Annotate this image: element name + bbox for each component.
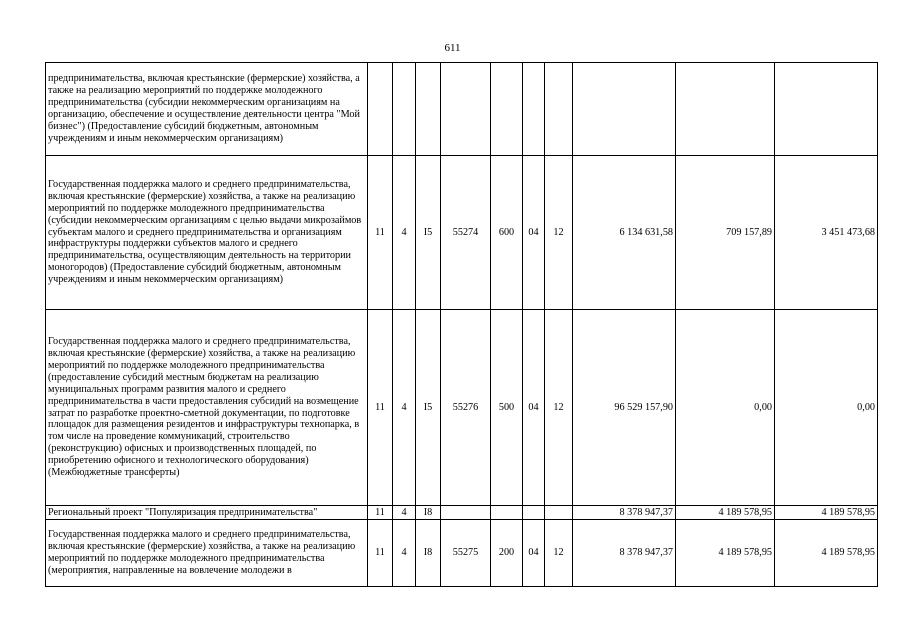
budget-table [45,62,878,587]
page-number: 611 [444,42,461,54]
table-row [46,156,878,310]
cell-code-5 [491,63,523,156]
cell-code-1: 11 [368,506,393,520]
cell-amount-2: 709 157,89 [676,156,775,310]
cell-code-4: 55275 [441,520,491,587]
cell-amount-2 [676,63,775,156]
cell-code-1: 11 [368,310,393,506]
cell-amount-3 [775,63,878,156]
cell-code-6: 04 [523,520,545,587]
cell-code-7: 12 [545,310,573,506]
cell-code-1: 11 [368,520,393,587]
cell-code-7 [545,63,573,156]
cell-amount-2: 4 189 578,95 [676,506,775,520]
cell-code-6 [523,63,545,156]
table-row [46,63,878,156]
cell-code-5 [491,506,523,520]
cell-code-7: 12 [545,156,573,310]
cell-code-3: I5 [416,310,441,506]
cell-code-2 [393,63,416,156]
cell-code-3: I5 [416,156,441,310]
cell-amount-1: 8 378 947,37 [573,520,676,587]
cell-amount-2: 4 189 578,95 [676,520,775,587]
cell-amount-3: 4 189 578,95 [775,520,878,587]
cell-code-3: I8 [416,506,441,520]
cell-code-4: 55274 [441,156,491,310]
cell-code-4: 55276 [441,310,491,506]
cell-code-6: 04 [523,156,545,310]
cell-code-3: I8 [416,520,441,587]
cell-code-4 [441,506,491,520]
cell-code-1: 11 [368,156,393,310]
cell-amount-1: 6 134 631,58 [573,156,676,310]
row-description: Государственная поддержка малого и среднего предпринимательства, включая крестьянские (фермерские) хозяйства, а также на реализацию мероприятий по поддержке молодежного предпринимательства (мероприятия, направленные на вовлечение молодежи в [46,520,368,587]
cell-code-4 [441,63,491,156]
cell-code-2: 4 [393,156,416,310]
cell-code-7 [545,506,573,520]
row-description: Региональный проект "Популяризация предпринимательства" [46,506,368,520]
cell-amount-1 [573,63,676,156]
cell-amount-3: 3 451 473,68 [775,156,878,310]
cell-code-5: 200 [491,520,523,587]
cell-amount-2: 0,00 [676,310,775,506]
table-row [46,506,878,520]
cell-code-3 [416,63,441,156]
cell-code-7: 12 [545,520,573,587]
cell-amount-1: 96 529 157,90 [573,310,676,506]
table-row [46,310,878,506]
cell-code-2: 4 [393,310,416,506]
cell-code-5: 600 [491,156,523,310]
cell-code-6: 04 [523,310,545,506]
table-row [46,520,878,587]
row-description: предпринимательства, включая крестьянские (фермерские) хозяйства, а также на реализацию мероприятий по поддержке молодежного предпринимательства (субсидии некоммерческим организациям на организацию, обеспечение и осуществление деятельности центра "Мой бизнес") (Предоставление субсидий бюджетным, автономным учреждениям и иным некоммерческим организациям) [46,63,368,156]
cell-amount-1: 8 378 947,37 [573,506,676,520]
cell-amount-3: 4 189 578,95 [775,506,878,520]
cell-code-2: 4 [393,520,416,587]
row-description: Государственная поддержка малого и среднего предпринимательства, включая крестьянские (фермерские) хозяйства, а также на реализацию мероприятий по поддержке молодежного предпринимательства (предоставление субсидий местным бюджетам на реализацию муниципальных программ развития малого и среднего предпринимательства в части предоставления субсидий на возмещение затрат по разработке проектно-сметной документации, по подготовке площадок для размещения резидентов и инфраструктуры технопарка, в том числе на проведение коммуникаций, строительство (реконструкцию) офисных и производственных площадей, по приобретению офисного и технологического оборудования) (Межбюджетные трансферты) [46,310,368,506]
cell-amount-3: 0,00 [775,310,878,506]
cell-code-1 [368,63,393,156]
cell-code-6 [523,506,545,520]
cell-code-2: 4 [393,506,416,520]
row-description: Государственная поддержка малого и среднего предпринимательства, включая крестьянские (фермерские) хозяйства, а также на реализацию мероприятий по поддержке молодежного предпринимательства (субсидии некоммерческим организациям с целью выдачи микрозаймов субъектам малого и среднего предпринимательства и организациям инфраструктуры поддержки субъектов малого и среднего предпринимательства, осуществляющим деятельность на территории моногородов) (Предоставление субсидий бюджетным, автономным учреждениям и иным некоммерческим организациям) [46,156,368,310]
cell-code-5: 500 [491,310,523,506]
